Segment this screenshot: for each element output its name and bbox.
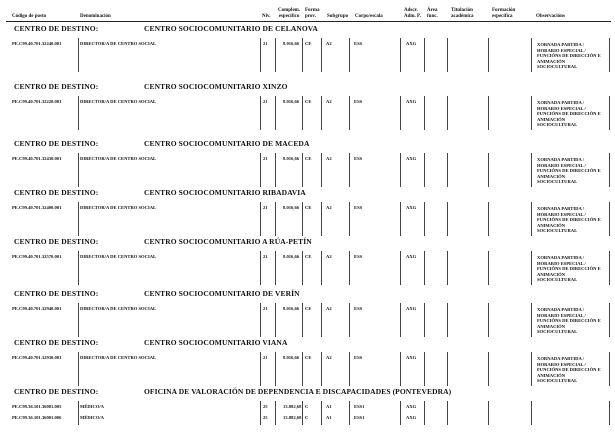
- column-rule: [531, 251, 532, 285]
- header-denominacion: Denominación: [80, 14, 111, 19]
- header-forma-l1: Forma: [305, 8, 320, 13]
- cell-niv: 21: [263, 306, 268, 311]
- header-complem: [278, 8, 300, 19]
- column-rule: [447, 352, 448, 386]
- column-rule: [531, 352, 532, 386]
- cell-denominacion: DIRECTOR/A DE CENTRO SOCIAL: [80, 99, 157, 104]
- cell-niv: 21: [263, 205, 268, 210]
- column-rule: [302, 38, 303, 72]
- column-rule: [609, 202, 610, 236]
- cell-codigo: PE.C99.36.101.36001.005: [12, 404, 62, 409]
- observaciones-line: HORARIO ESPECIAL /: [537, 312, 586, 318]
- cell-complem: 8.016,66: [283, 156, 300, 161]
- column-rule: [78, 38, 79, 72]
- column-rule: [275, 352, 276, 386]
- column-rule: [260, 401, 261, 425]
- column-rule: [531, 401, 532, 425]
- header-niv: Niv.: [262, 14, 271, 19]
- observaciones-line: FUNCIÓNS DE DIRECCIÓN E: [537, 217, 601, 222]
- cell-corpo: ESS: [354, 205, 363, 210]
- column-rule: [609, 251, 610, 285]
- column-rule: [321, 96, 322, 130]
- observaciones-line: ANIMACIÓN: [537, 372, 566, 378]
- header-corpo: Corpo/escala: [355, 14, 383, 19]
- cell-forma: CE: [305, 205, 312, 210]
- observaciones-line: SOCIOCULTURAL: [537, 277, 578, 282]
- column-rule: [488, 303, 489, 337]
- header-subgrupo: Subgrupo: [327, 14, 349, 19]
- cell-complem: 8.016,66: [283, 41, 300, 46]
- cell-codigo: PE.C99.40.701.32430.001: [12, 156, 62, 161]
- cell-subgrupo: A2: [326, 41, 332, 46]
- cell-forma: CE: [305, 254, 312, 259]
- column-rule: [349, 251, 350, 285]
- column-rule: [302, 251, 303, 285]
- column-rule: [609, 96, 610, 130]
- cell-adscr: AXG: [406, 254, 417, 259]
- column-rule: [78, 96, 79, 130]
- cell-adscr: AXG: [406, 404, 417, 409]
- cell-subgrupo: A2: [326, 205, 332, 210]
- column-rule: [424, 96, 425, 130]
- cell-codigo: PE.C99.40.701.32940.001: [12, 306, 62, 311]
- cell-subgrupo: A1: [326, 404, 332, 409]
- observaciones-line: XORNADA PARTIDA /: [537, 100, 584, 105]
- column-rule: [78, 401, 79, 425]
- column-rule: [424, 352, 425, 386]
- column-rule: [275, 153, 276, 187]
- cell-denominacion: DIRECTOR/A DE CENTRO SOCIAL: [80, 41, 157, 46]
- centro-destino-label: CENTRO DE DESTINO:: [14, 24, 99, 33]
- header-forma: [305, 8, 319, 19]
- header-area-l1: Área: [427, 8, 438, 13]
- cell-codigo: PE.C99.40.701.32570.001: [12, 254, 62, 259]
- column-rule: [78, 303, 79, 337]
- observaciones-line: XORNADA PARTIDA /: [537, 42, 584, 47]
- cell-denominacion: DIRECTOR/A DE CENTRO SOCIAL: [80, 254, 157, 259]
- column-rule: [424, 401, 425, 425]
- observaciones-line: HORARIO ESPECIAL /: [537, 47, 586, 53]
- column-rule: [488, 401, 489, 425]
- column-rule: [260, 202, 261, 236]
- cell-adscr: AXG: [406, 156, 417, 161]
- header-titulacion-l2: académica: [451, 13, 474, 19]
- header-formacion: [492, 8, 515, 19]
- column-rule: [531, 38, 532, 72]
- observaciones-line: FUNCIÓNS DE DIRECCIÓN E: [537, 111, 601, 116]
- column-rule: [78, 251, 79, 285]
- column-rule: [531, 303, 532, 337]
- centro-destino-label: CENTRO DE DESTINO:: [14, 237, 99, 246]
- centro-destino-label: CENTRO DE DESTINO:: [14, 188, 99, 197]
- column-rule: [447, 38, 448, 72]
- header-area-l2: func.: [427, 13, 438, 19]
- centro-destino-name: CENTRO SOCIOCOMUNITARIO A RÚA-PETÍN: [144, 237, 312, 246]
- column-rule: [260, 352, 261, 386]
- observaciones-line: XORNADA PARTIDA /: [537, 255, 584, 260]
- observaciones-line: ANIMACIÓN: [537, 271, 566, 277]
- column-rule: [447, 202, 448, 236]
- centro-destino-name: CENTRO SOCIOCOMUNITARIO DE CELANOVA: [144, 24, 318, 33]
- cell-complem: 8.016,66: [283, 99, 300, 104]
- cell-corpo: ESS: [354, 254, 363, 259]
- observaciones-line: FUNCIÓNS DE DIRECCIÓN E: [537, 318, 601, 323]
- column-rule: [302, 153, 303, 187]
- column-rule: [609, 303, 610, 337]
- cell-codigo: PE.C99.40.701.32930.001: [12, 355, 62, 360]
- column-rule: [424, 202, 425, 236]
- column-rule: [275, 251, 276, 285]
- cell-codigo: PE.C99.40.701.32240.001: [12, 41, 62, 46]
- observaciones-line: SOCIOCULTURAL: [537, 179, 578, 184]
- centro-destino-name: CENTRO SOCIOCOMUNITARIO VIANA: [144, 338, 288, 347]
- column-rule: [424, 38, 425, 72]
- column-rule: [447, 96, 448, 130]
- column-rule: [488, 251, 489, 285]
- cell-adscr: AXG: [406, 41, 417, 46]
- column-rule: [609, 38, 610, 72]
- column-rule: [275, 96, 276, 130]
- column-rule: [400, 303, 401, 337]
- observaciones-line: ANIMACIÓN: [537, 58, 566, 64]
- header-complem-l2: específico: [278, 13, 300, 19]
- column-rule: [400, 96, 401, 130]
- column-rule: [349, 96, 350, 130]
- observaciones-text: [537, 157, 611, 185]
- column-rule: [260, 251, 261, 285]
- column-rule: [275, 401, 276, 425]
- cell-forma: CE: [305, 41, 312, 46]
- header-area: [427, 8, 438, 19]
- column-rule: [260, 38, 261, 72]
- centro-destino-label: CENTRO DE DESTINO:: [14, 338, 99, 347]
- cell-denominacion: DIRECTOR/A DE CENTRO SOCIAL: [80, 306, 157, 311]
- cell-corpo: ESS1: [354, 404, 365, 409]
- column-rule: [302, 202, 303, 236]
- cell-denominacion: MÉDICO/A: [80, 404, 104, 409]
- cell-forma: C: [305, 404, 309, 409]
- column-rule: [400, 38, 401, 72]
- header-formacion-l1: Formación: [492, 8, 516, 13]
- observaciones-line: SOCIOCULTURAL: [537, 378, 578, 383]
- cell-denominacion: MÉDICO/A: [80, 415, 104, 420]
- cell-subgrupo: A2: [326, 254, 332, 259]
- cell-niv: 25: [263, 404, 268, 409]
- column-rule: [78, 153, 79, 187]
- observaciones-text: [537, 100, 611, 128]
- header-complem-l1: Complem.: [278, 8, 301, 13]
- column-rule: [447, 401, 448, 425]
- centro-destino-name: CENTRO SOCIOCOMUNITARIO DE MACEDA: [144, 139, 310, 148]
- column-rule: [609, 352, 610, 386]
- header-forma-l2: prov.: [305, 13, 316, 19]
- header-observaciones: Observacións: [536, 14, 565, 19]
- cell-subgrupo: A1: [326, 415, 332, 420]
- cell-subgrupo: A2: [326, 355, 332, 360]
- column-rule: [609, 153, 610, 187]
- cell-forma: C: [305, 415, 309, 420]
- column-rule: [400, 251, 401, 285]
- centro-destino-label: CENTRO DE DESTINO:: [14, 139, 99, 148]
- cell-corpo: ESS: [354, 306, 363, 311]
- centro-destino-label: CENTRO DE DESTINO:: [14, 82, 99, 91]
- column-rule: [78, 202, 79, 236]
- observaciones-line: FUNCIÓNS DE DIRECCIÓN E: [537, 53, 601, 58]
- column-rule: [321, 202, 322, 236]
- column-rule: [488, 38, 489, 72]
- column-rule: [78, 352, 79, 386]
- header-adscr-l1: Adscr.: [404, 8, 418, 13]
- observaciones-line: ANIMACIÓN: [537, 222, 566, 228]
- header-adscr-l2: Adm. P.: [404, 13, 421, 19]
- cell-niv: 25: [263, 415, 268, 420]
- cell-adscr: AXG: [406, 99, 417, 104]
- observaciones-line: HORARIO ESPECIAL /: [537, 162, 586, 168]
- centro-destino-name: OFICINA DE VALORACIÓN DE DEPENDENCIA E DISCAPACIDADES (PONTEVEDRA): [144, 387, 452, 396]
- column-rule: [321, 352, 322, 386]
- header-adscr: [404, 8, 421, 19]
- column-rule: [321, 401, 322, 425]
- column-rule: [321, 38, 322, 72]
- column-rule: [488, 352, 489, 386]
- observaciones-text: [537, 255, 611, 283]
- cell-corpo: ESS: [354, 156, 363, 161]
- header-formacion-l2: específica: [492, 13, 513, 19]
- column-rule: [275, 303, 276, 337]
- observaciones-line: SOCIOCULTURAL: [537, 122, 578, 127]
- observaciones-line: FUNCIÓNS DE DIRECCIÓN E: [537, 367, 601, 372]
- column-rule: [302, 96, 303, 130]
- observaciones-line: HORARIO ESPECIAL /: [537, 260, 586, 266]
- observaciones-line: ANIMACIÓN: [537, 173, 566, 179]
- cell-corpo: ESS: [354, 99, 363, 104]
- column-rule: [260, 96, 261, 130]
- column-rule: [424, 303, 425, 337]
- column-rule: [302, 352, 303, 386]
- centro-destino-name: CENTRO SOCIOCOMUNITARIO XINZO: [144, 82, 288, 91]
- column-rule: [275, 38, 276, 72]
- cell-niv: 21: [263, 156, 268, 161]
- cell-adscr: AXG: [406, 415, 417, 420]
- header-titulacion: [451, 8, 474, 19]
- column-rule: [400, 352, 401, 386]
- column-rule: [260, 153, 261, 187]
- column-rule: [447, 153, 448, 187]
- cell-complem: 8.016,66: [283, 306, 300, 311]
- observaciones-text: [537, 307, 611, 335]
- column-rule: [302, 303, 303, 337]
- cell-complem: 8.016,66: [283, 254, 300, 259]
- cell-adscr: AXG: [406, 205, 417, 210]
- column-rule: [400, 153, 401, 187]
- cell-forma: CE: [305, 306, 312, 311]
- cell-corpo: ESS: [354, 41, 363, 46]
- cell-forma: CE: [305, 99, 312, 104]
- cell-corpo: ESS: [354, 355, 363, 360]
- observaciones-line: HORARIO ESPECIAL /: [537, 211, 586, 217]
- column-rule: [400, 202, 401, 236]
- column-rule: [302, 401, 303, 425]
- column-rule: [424, 153, 425, 187]
- cell-forma: CE: [305, 355, 312, 360]
- observaciones-line: ANIMACIÓN: [537, 116, 566, 122]
- column-rule: [275, 202, 276, 236]
- header-divider: [6, 21, 611, 22]
- cell-adscr: AXG: [406, 306, 417, 311]
- observaciones-line: HORARIO ESPECIAL /: [537, 105, 586, 111]
- observaciones-line: XORNADA PARTIDA /: [537, 206, 584, 211]
- cell-subgrupo: A2: [326, 306, 332, 311]
- cell-codigo: PE.C99.40.701.32220.001: [12, 99, 62, 104]
- column-rule: [349, 352, 350, 386]
- cell-complem: 13.882,68: [283, 415, 302, 420]
- observaciones-text: [537, 206, 611, 234]
- cell-niv: 21: [263, 355, 268, 360]
- column-rule: [349, 401, 350, 425]
- cell-niv: 21: [263, 41, 268, 46]
- column-rule: [447, 251, 448, 285]
- column-rule: [349, 153, 350, 187]
- observaciones-line: FUNCIÓNS DE DIRECCIÓN E: [537, 168, 601, 173]
- column-rule: [349, 202, 350, 236]
- column-rule: [531, 96, 532, 130]
- column-rule: [424, 251, 425, 285]
- column-rule: [321, 251, 322, 285]
- column-rule: [488, 96, 489, 130]
- cell-subgrupo: A2: [326, 156, 332, 161]
- column-rule: [447, 303, 448, 337]
- cell-complem: 8.016,66: [283, 205, 300, 210]
- cell-codigo: PE.C99.36.101.36001.006: [12, 415, 62, 420]
- observaciones-text: [537, 356, 611, 384]
- cell-denominacion: DIRECTOR/A DE CENTRO SOCIAL: [80, 205, 157, 210]
- observaciones-line: XORNADA PARTIDA /: [537, 157, 584, 162]
- observaciones-line: ANIMACIÓN: [537, 323, 566, 329]
- cell-codigo: PE.C99.40.701.32400.001: [12, 205, 62, 210]
- observaciones-line: FUNCIÓNS DE DIRECCIÓN E: [537, 266, 601, 271]
- column-rule: [321, 153, 322, 187]
- centro-destino-label: CENTRO DE DESTINO:: [14, 289, 99, 298]
- column-rule: [531, 153, 532, 187]
- centro-destino-label: CENTRO DE DESTINO:: [14, 387, 99, 396]
- cell-niv: 21: [263, 254, 268, 259]
- cell-denominacion: DIRECTOR/A DE CENTRO SOCIAL: [80, 156, 157, 161]
- observaciones-line: HORARIO ESPECIAL /: [537, 361, 586, 367]
- centro-destino-name: CENTRO SOCIOCOMUNITARIO RIBADAVIA: [144, 188, 306, 197]
- column-rule: [321, 303, 322, 337]
- column-rule: [531, 202, 532, 236]
- cell-subgrupo: A2: [326, 99, 332, 104]
- cell-adscr: AXG: [406, 355, 417, 360]
- observaciones-line: SOCIOCULTURAL: [537, 329, 578, 334]
- cell-complem: 8.016,66: [283, 355, 300, 360]
- observaciones-line: SOCIOCULTURAL: [537, 228, 578, 233]
- header-titulacion-l1: Titulación: [451, 8, 473, 13]
- cell-denominacion: DIRECTOR/A DE CENTRO SOCIAL: [80, 355, 157, 360]
- column-rule: [400, 401, 401, 425]
- cell-niv: 21: [263, 99, 268, 104]
- column-rule: [349, 303, 350, 337]
- cell-corpo: ESS1: [354, 415, 365, 420]
- observaciones-text: [537, 42, 611, 70]
- observaciones-line: XORNADA PARTIDA /: [537, 356, 584, 361]
- observaciones-line: SOCIOCULTURAL: [537, 64, 578, 69]
- cell-forma: CE: [305, 156, 312, 161]
- column-rule: [609, 401, 610, 425]
- observaciones-line: XORNADA PARTIDA /: [537, 307, 584, 312]
- centro-destino-name: CENTRO SOCIOCOMUNITARIO DE VERÍN: [144, 289, 300, 298]
- column-rule: [488, 153, 489, 187]
- cell-complem: 13.882,68: [283, 404, 302, 409]
- column-rule: [488, 202, 489, 236]
- header-codigo: Código de posto: [12, 14, 47, 19]
- column-rule: [260, 303, 261, 337]
- column-rule: [349, 38, 350, 72]
